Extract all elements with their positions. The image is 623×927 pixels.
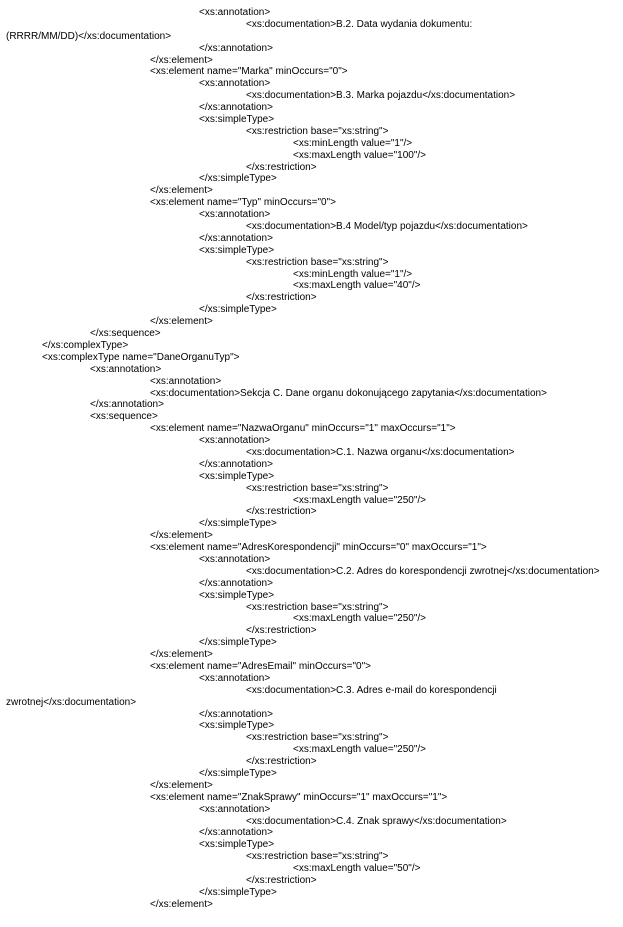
- code-line: <xs:annotation>: [199, 803, 271, 815]
- code-line: </xs:element>: [150, 649, 213, 661]
- code-line: </xs:annotation>: [199, 577, 273, 589]
- code-line-continuation: (RRRR/MM/DD)</xs:documentation>: [6, 30, 172, 42]
- code-line: <xs:annotation>: [90, 363, 162, 375]
- code-line: <xs:annotation>: [199, 553, 271, 565]
- code-line: <xs:restriction base="xs:string">: [246, 851, 389, 863]
- code-line: <xs:annotation>: [199, 672, 271, 684]
- code-line: <xs:complexType name="DaneOrganuTyp">: [42, 351, 240, 363]
- code-line: <xs:documentation>B.2. Data wydania dokumentu:: [246, 18, 473, 30]
- code-line: </xs:element>: [150, 898, 213, 910]
- code-line: </xs:restriction>: [246, 506, 317, 518]
- code-line: </xs:element>: [150, 530, 213, 542]
- code-line: <xs:annotation>: [199, 435, 271, 447]
- code-line: <xs:element name="ZnakSprawy" minOccurs="1" maxOccurs="1">: [150, 791, 448, 803]
- code-line: <xs:simpleType>: [199, 839, 275, 851]
- code-line: </xs:simpleType>: [199, 886, 277, 898]
- code-line: <xs:minLength value="1"/>: [293, 137, 413, 149]
- code-line: <xs:simpleType>: [199, 114, 275, 126]
- code-line: </xs:sequence>: [90, 328, 161, 340]
- code-line: </xs:restriction>: [246, 161, 317, 173]
- code-line: <xs:element name="AdresEmail" minOccurs="0">: [150, 660, 371, 672]
- code-line: </xs:complexType>: [42, 339, 129, 351]
- code-line: </xs:annotation>: [199, 102, 273, 114]
- code-line: </xs:annotation>: [199, 42, 273, 54]
- code-line: <xs:element name="NazwaOrganu" minOccurs="1" maxOccurs="1">: [150, 423, 456, 435]
- code-line: <xs:sequence>: [90, 411, 158, 423]
- code-line: <xs:documentation>C.3. Adres e-mail do korespondencji: [246, 684, 497, 696]
- code-line: <xs:documentation>Sekcja C. Dane organu dokonującego zapytania</xs:documentation>: [150, 387, 547, 399]
- code-line: </xs:simpleType>: [199, 173, 277, 185]
- code-line: </xs:annotation>: [199, 827, 273, 839]
- code-line: <xs:documentation>C.4. Znak sprawy</xs:documentation>: [246, 815, 507, 827]
- code-line: <xs:restriction base="xs:string">: [246, 732, 389, 744]
- code-line: <xs:simpleType>: [199, 470, 275, 482]
- code-line: <xs:maxLength value="250"/>: [293, 613, 427, 625]
- code-line: <xs:annotation>: [199, 209, 271, 221]
- code-line: </xs:simpleType>: [199, 637, 277, 649]
- code-line: </xs:element>: [150, 316, 213, 328]
- code-line: </xs:annotation>: [90, 399, 164, 411]
- code-line: <xs:element name="Typ" minOccurs="0">: [150, 197, 336, 209]
- code-line: <xs:restriction base="xs:string">: [246, 601, 389, 613]
- code-line: <xs:annotation>: [150, 375, 222, 387]
- code-line: <xs:maxLength value="40"/>: [293, 280, 421, 292]
- code-line: <xs:maxLength value="50"/>: [293, 863, 421, 875]
- code-line: <xs:annotation>: [199, 7, 271, 18]
- code-line: <xs:maxLength value="100"/>: [293, 149, 427, 161]
- code-line: <xs:simpleType>: [199, 589, 275, 601]
- code-line: </xs:restriction>: [246, 625, 317, 637]
- code-line: </xs:element>: [150, 54, 213, 66]
- code-line: <xs:restriction base="xs:string">: [246, 256, 389, 268]
- code-line: <xs:documentation>C.2. Adres do korespondencji zwrotnej</xs:documentation>: [246, 565, 600, 577]
- code-line: </xs:element>: [150, 779, 213, 791]
- code-line: <xs:simpleType>: [199, 244, 275, 256]
- code-line: </xs:annotation>: [199, 458, 273, 470]
- code-line: <xs:restriction base="xs:string">: [246, 125, 389, 137]
- code-line-continuation: zwrotnej</xs:documentation>: [6, 696, 137, 708]
- code-line: </xs:simpleType>: [199, 518, 277, 530]
- code-line: </xs:annotation>: [199, 708, 273, 720]
- code-line: <xs:minLength value="1"/>: [293, 268, 413, 280]
- code-line: <xs:maxLength value="250"/>: [293, 744, 427, 756]
- code-line: <xs:annotation>: [199, 78, 271, 90]
- code-line: </xs:restriction>: [246, 875, 317, 887]
- code-line: <xs:documentation>B.3. Marka pojazdu</xs:documentation>: [246, 90, 516, 102]
- code-line: <xs:restriction base="xs:string">: [246, 482, 389, 494]
- code-line: </xs:restriction>: [246, 756, 317, 768]
- code-line: <xs:simpleType>: [199, 720, 275, 732]
- code-line: <xs:element name="Marka" minOccurs="0">: [150, 66, 348, 78]
- code-line: <xs:documentation>C.1. Nazwa organu</xs:documentation>: [246, 446, 515, 458]
- code-line: <xs:maxLength value="250"/>: [293, 494, 427, 506]
- code-line: <xs:documentation>B.4 Model/typ pojazdu</xs:documentation>: [246, 221, 528, 233]
- code-line: </xs:simpleType>: [199, 304, 277, 316]
- code-line: <xs:element name="AdresKorespondencji" minOccurs="0" maxOccurs="1">: [150, 542, 487, 554]
- code-line: </xs:annotation>: [199, 232, 273, 244]
- code-line: </xs:simpleType>: [199, 768, 277, 779]
- code-line: </xs:restriction>: [246, 292, 317, 304]
- code-line: </xs:element>: [150, 185, 213, 197]
